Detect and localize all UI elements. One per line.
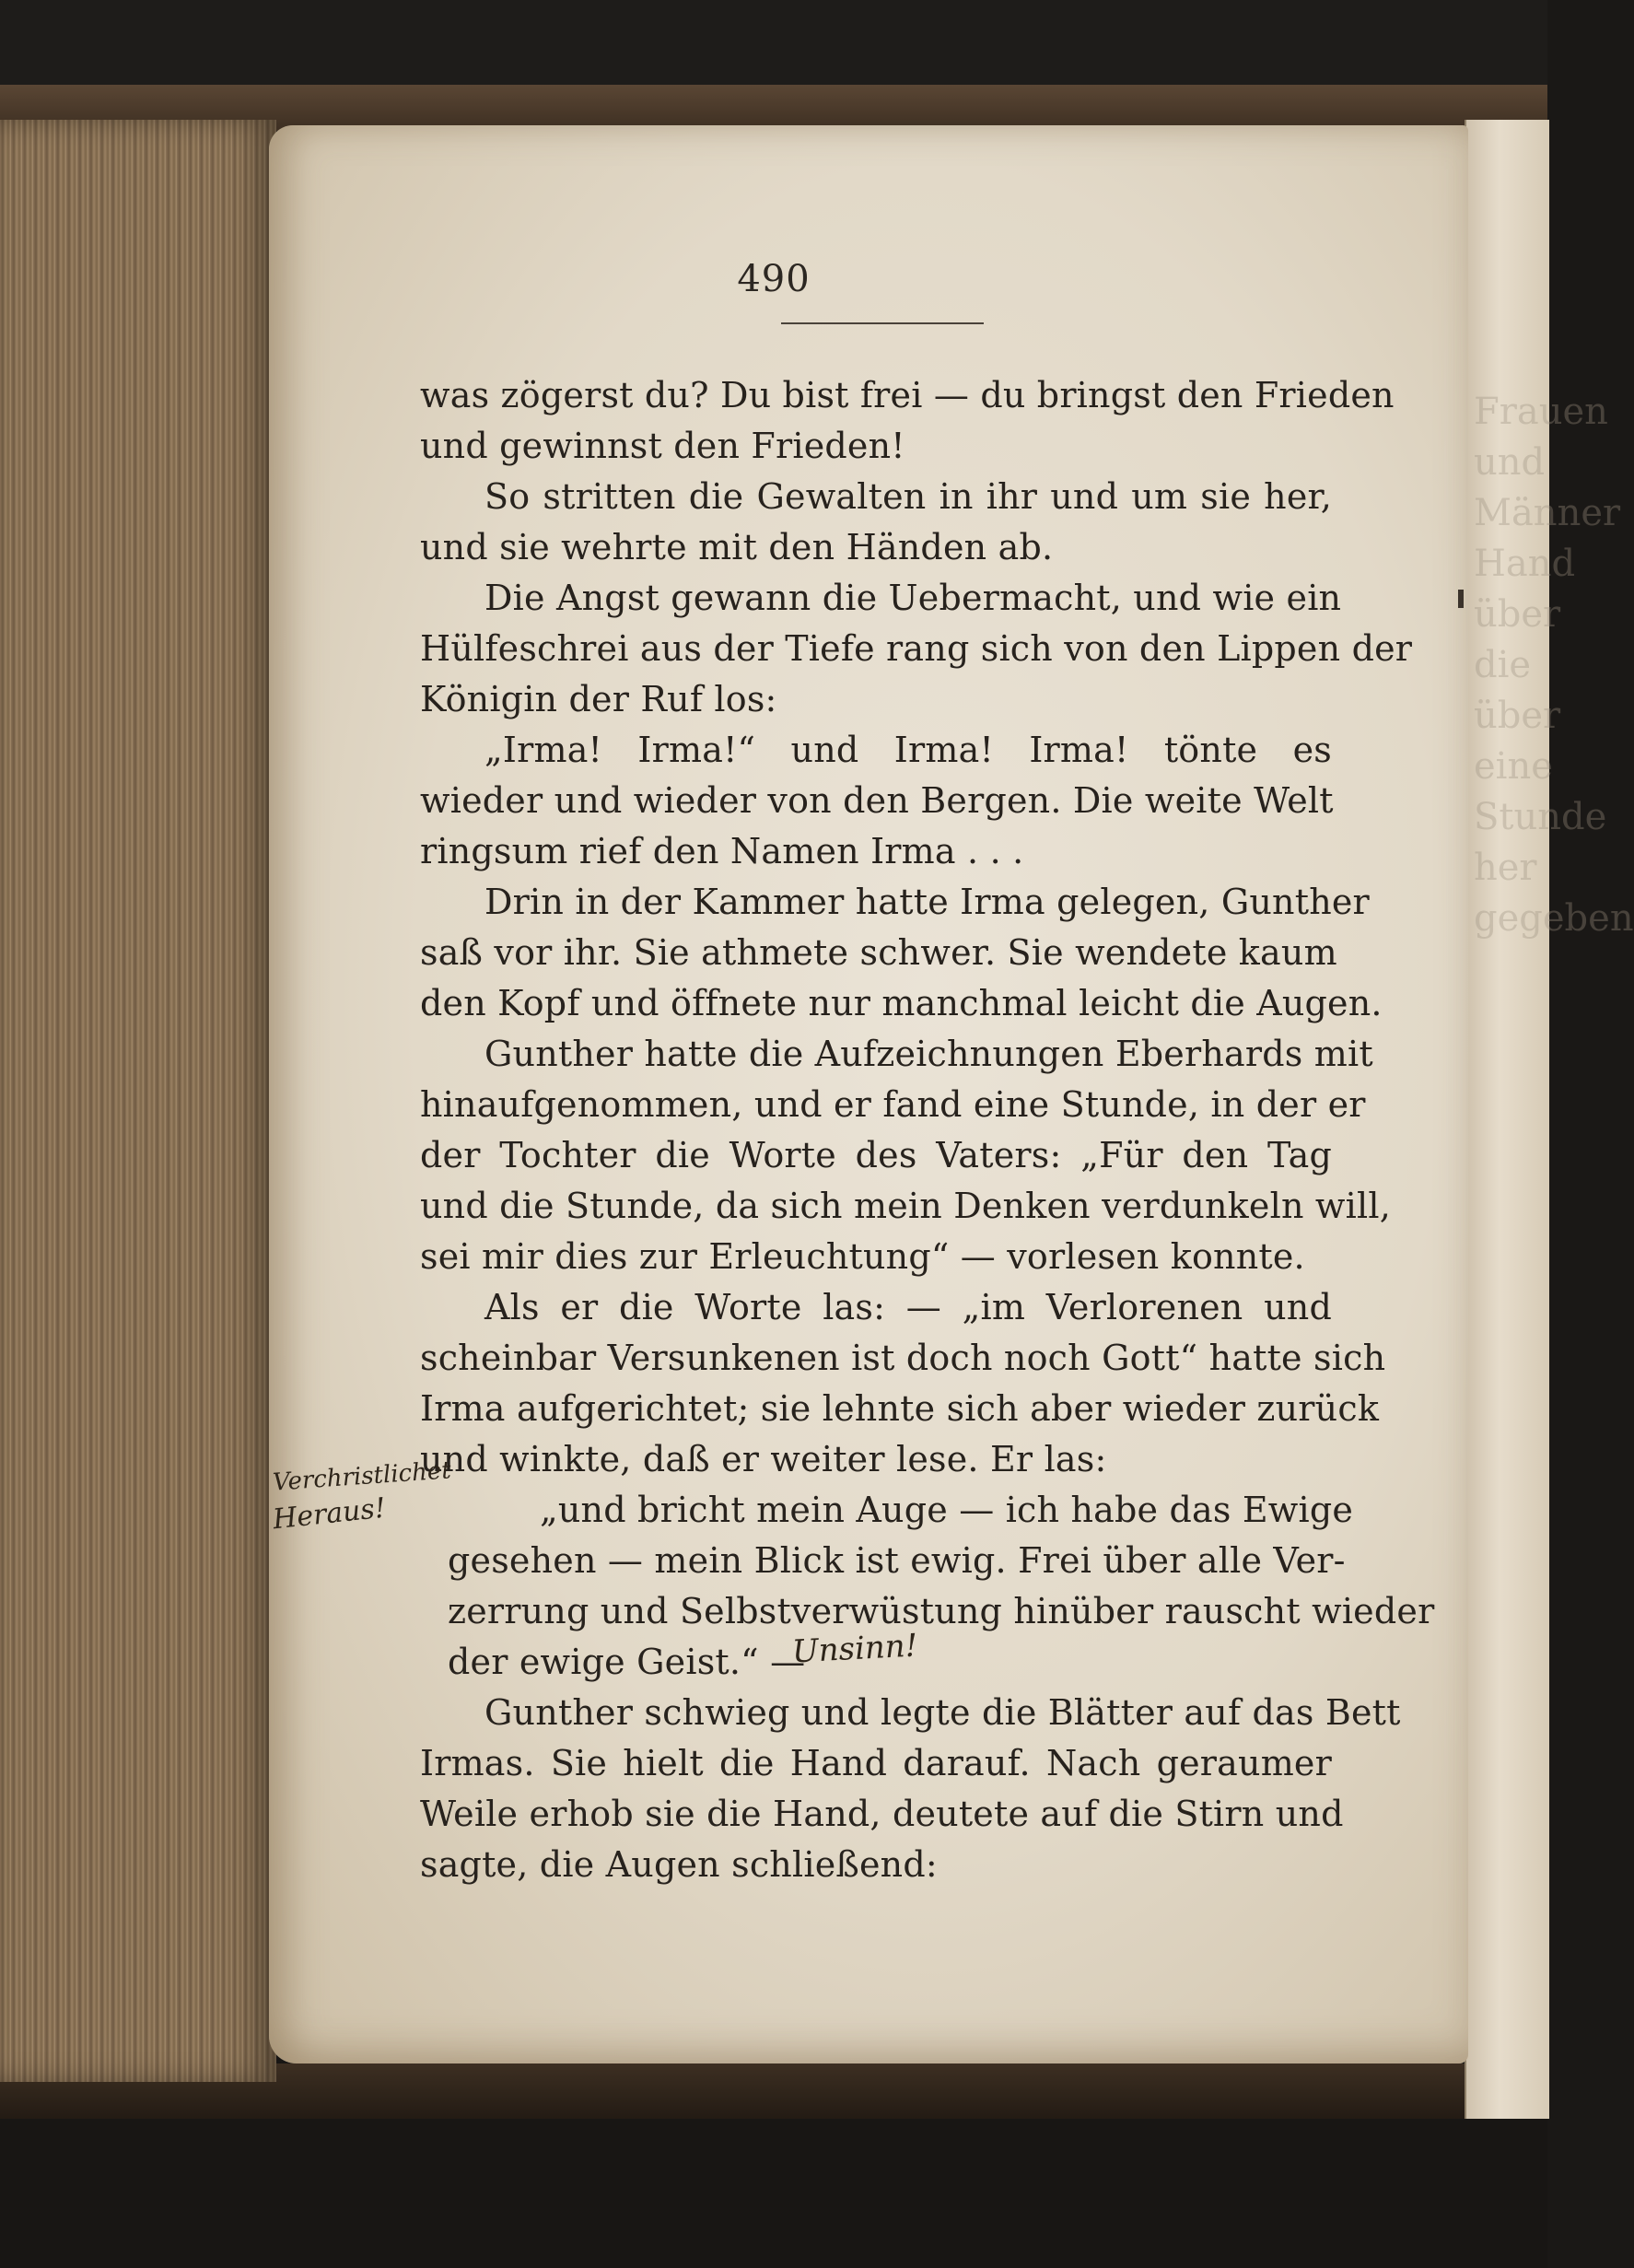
text-line: und winkte, daß er weiter lese. Er las: — [420, 1439, 1107, 1479]
text-line: Irmas. Sie hielt die Hand darauf. Nach geraumer — [420, 1743, 1332, 1783]
handwritten-inline-note: Unsinn! — [791, 1627, 919, 1671]
text-line: wieder und wieder von den Bergen. Die weite Welt — [420, 780, 1334, 821]
text-line: hinaufgenommen, und er fand eine Stunde, in der er — [420, 1084, 1366, 1125]
text-line: sagte, die Augen schließend: — [420, 1844, 938, 1885]
facing-text-line: Frauen und Männer — [1474, 391, 1621, 534]
text-line: Irma aufgerichtet; sie lehnte sich aber wieder zurück — [420, 1388, 1380, 1429]
text-line: Gunther hatte die Aufzeichnungen Eberhards mit — [484, 1034, 1373, 1074]
text-line: Königin der Ruf los: — [420, 679, 777, 719]
text-line: Hülfeschrei aus der Tiefe rang sich von den Lippen der — [420, 628, 1413, 669]
text-line: und gewinnst den Frieden! — [420, 426, 905, 466]
facing-text-line: über eine Stunde — [1474, 695, 1607, 838]
text-line: was zögerst du? Du bist frei — du bringst den Frieden — [420, 375, 1395, 415]
handwritten-margin-note-1: Verchristlichet — [272, 1456, 452, 1497]
handwritten-margin-note-2: Heraus! — [271, 1491, 388, 1537]
facing-text-line: Hand über die — [1474, 543, 1576, 686]
text-line: saß vor ihr. Sie athmete schwer. Sie wendete kaum — [420, 932, 1337, 973]
text-line: „und bricht mein Auge — ich habe das Ewige — [540, 1490, 1354, 1530]
text-line: der Tochter die Worte des Vaters: „Für den Tag — [420, 1135, 1332, 1175]
text-line: Drin in der Kammer hatte Irma gelegen, Gunther — [484, 882, 1370, 922]
page-number-rule — [781, 322, 984, 324]
text-line: und die Stunde, da sich mein Denken verdunkeln will, — [420, 1186, 1391, 1226]
text-line: und sie wehrte mit den Händen ab. — [420, 527, 1054, 567]
facing-page-text — [1474, 387, 1634, 944]
text-line: Als er die Worte las: — „im Verlorenen und — [484, 1287, 1332, 1327]
text-line: zerrung und Selbstverwüstung hinüber rauscht wieder — [448, 1591, 1435, 1631]
text-line: Die Angst gewann die Uebermacht, und wie ein — [484, 578, 1342, 618]
page-number: 490 — [737, 258, 811, 300]
page-edges-block — [0, 120, 276, 2082]
text-line: scheinbar Versunkenen ist doch noch Gott“ hatte sich — [420, 1338, 1386, 1378]
text-line: Gunther schwieg und legte die Blätter auf das Bett — [484, 1692, 1401, 1733]
text-line: gesehen — mein Blick ist ewig. Frei über alle Ver- — [448, 1540, 1346, 1581]
text-line: Weile erhob sie die Hand, deutete auf die Stirn und — [420, 1794, 1344, 1834]
margin-mark — [1458, 590, 1464, 608]
text-line: ringsum rief den Namen Irma . . . — [420, 831, 1024, 871]
text-line: „Irma! Irma!“ und Irma! Irma! tönte es — [484, 730, 1332, 770]
text-line: der ewige Geist.“ — — [448, 1642, 806, 1682]
text-line: So stritten die Gewalten in ihr und um sie her, — [484, 476, 1332, 517]
text-line: den Kopf und öffnete nur manchmal leicht die Augen. — [420, 983, 1383, 1023]
facing-text-line: her gegeben — [1474, 847, 1634, 940]
text-line: sei mir dies zur Erleuchtung“ — vorlesen konnte. — [420, 1236, 1305, 1277]
